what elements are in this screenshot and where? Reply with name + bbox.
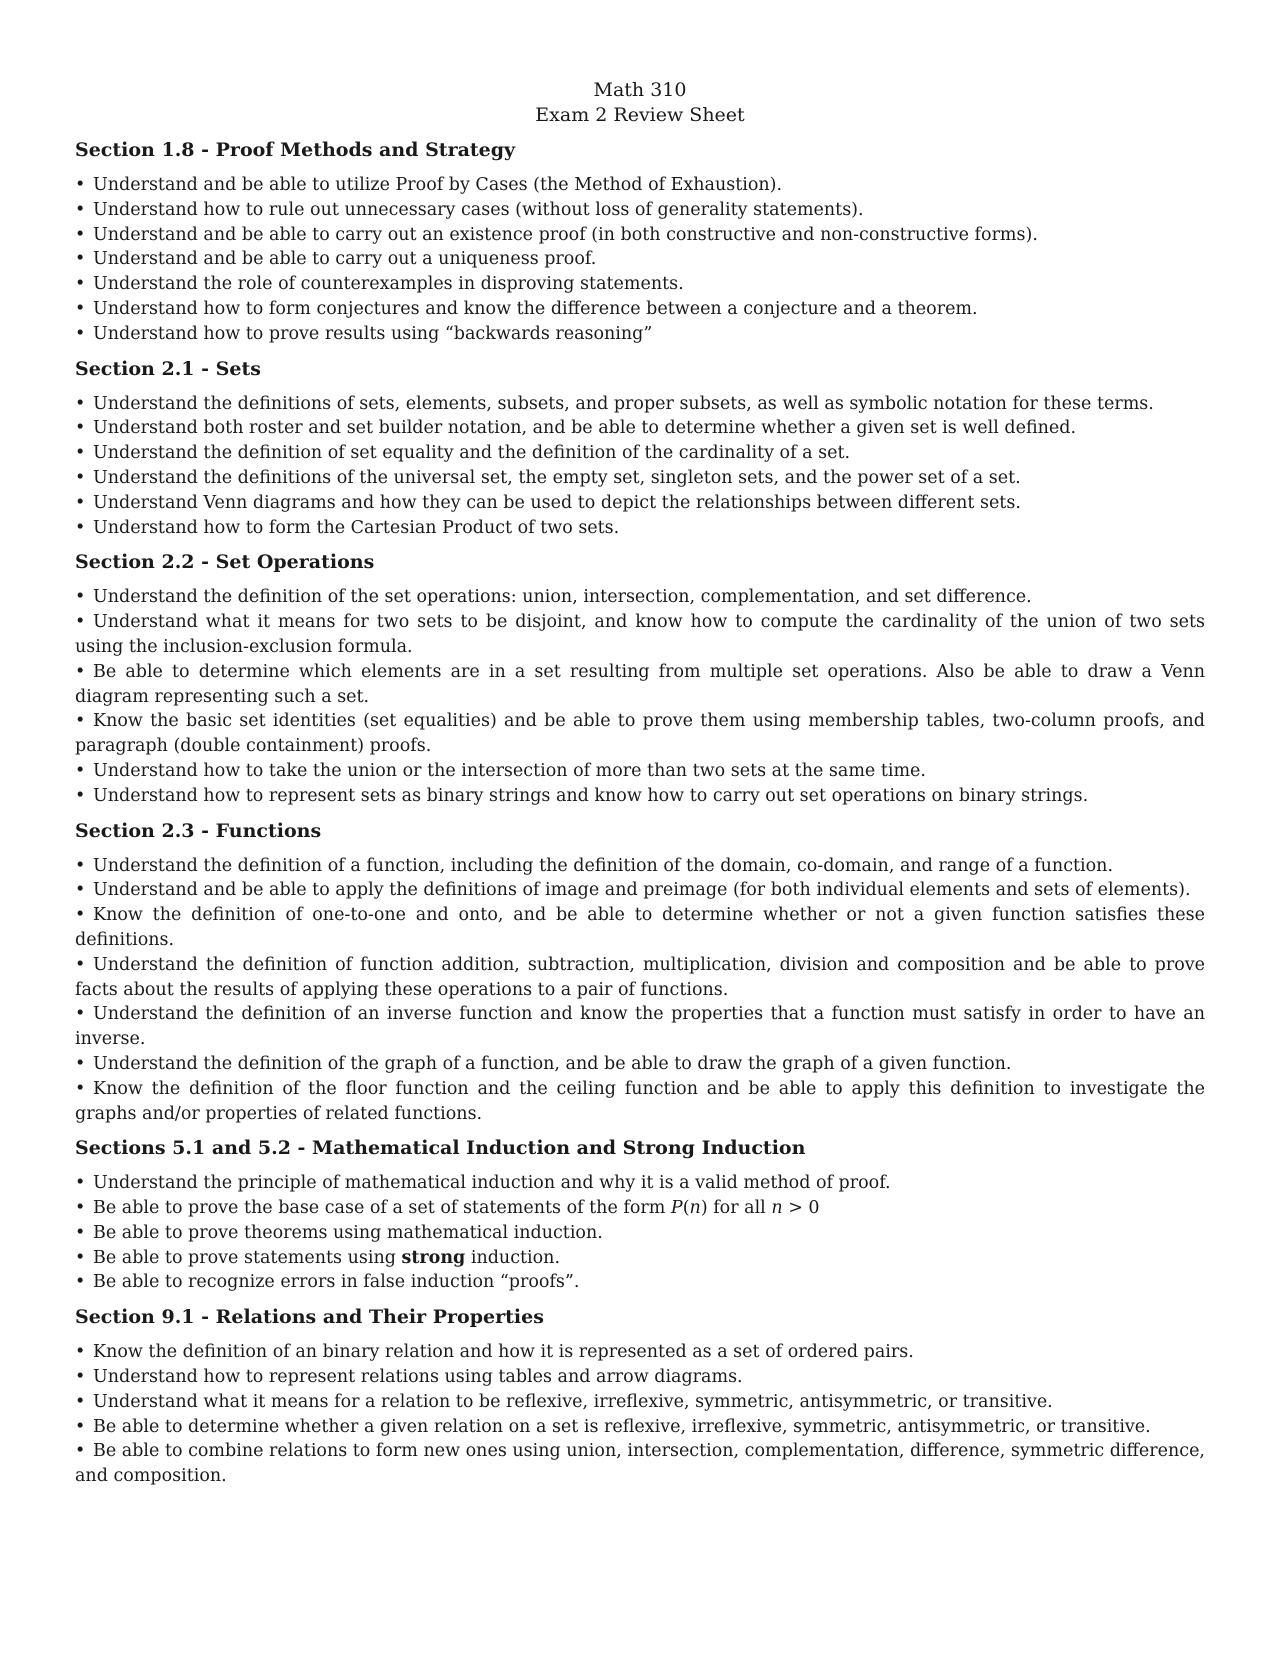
list-item: • Know the definition of one-to-one and onto, and be able to determine whether or not a given function satisfies these definitions. bbox=[75, 905, 1205, 950]
item-list bbox=[75, 173, 1205, 347]
list-item: • Understand how to take the union or the intersection of more than two sets at the same time. bbox=[75, 759, 1205, 784]
bullet: • bbox=[75, 443, 86, 464]
section-title: Section 1.8 - Proof Methods and Strategy bbox=[75, 139, 516, 161]
list-item: • Understand the definition of the graph of a function, and be able to draw the graph of a given function. bbox=[75, 1052, 1205, 1077]
bullet: • bbox=[75, 274, 86, 295]
math-n: n bbox=[771, 1198, 783, 1219]
bullet: • bbox=[75, 587, 86, 608]
bullet: • bbox=[75, 711, 86, 732]
bullet: • bbox=[75, 612, 86, 633]
list-item: • Be able to determine which elements are in a set resulting from multiple set operations. Also be able to draw a Venn diagram representing such a set. bbox=[75, 661, 1205, 707]
list-item: • Understand and be able to carry out an existence proof (in both constructive and non-constructive forms). bbox=[75, 223, 1205, 248]
bullet: • bbox=[75, 492, 86, 513]
section-title: Section 2.2 - Set Operations bbox=[75, 551, 375, 574]
math-n: n bbox=[689, 1198, 701, 1219]
bullet: • bbox=[75, 785, 86, 806]
list-item: • Understand how to represent relations using tables and arrow diagrams. bbox=[75, 1365, 1205, 1390]
section-9-1 bbox=[75, 1305, 1205, 1489]
bullet: • bbox=[75, 323, 86, 344]
list-item: • Understand both roster and set builder notation, and be able to determine whether a given set is well defined. bbox=[75, 416, 1205, 441]
bullet: • bbox=[75, 1173, 86, 1194]
list-item: • Understand the definitions of the universal set, the empty set, singleton sets, and the power set of a set. bbox=[75, 466, 1205, 491]
bullet: • bbox=[75, 1078, 86, 1099]
bullet: • bbox=[75, 905, 86, 926]
list-item: • Be able to combine relations to form new ones using union, intersection, complementation, difference, symmetric difference, and composition. bbox=[75, 1441, 1205, 1487]
bullet: • bbox=[75, 880, 86, 901]
bullet: • bbox=[75, 467, 86, 488]
list-item: • Understand and be able to apply the definitions of image and preimage (for both individual elements and sets of elements). bbox=[75, 878, 1205, 903]
list-item: • Understand the definition of function addition, subtraction, multiplication, division and composition and be able to prove facts about the results of applying these operations to a pair of functions. bbox=[75, 954, 1205, 1000]
list-item: • Be able to prove the base case of a set of statements of the form P(n) for all n > 0 bbox=[75, 1196, 1205, 1221]
list-item: • Understand how to represent sets as binary strings and know how to carry out set operations on binary strings. bbox=[75, 784, 1205, 809]
list-item: • Understand the definitions of sets, elements, subsets, and proper subsets, as well as symbolic notation for these terms. bbox=[75, 392, 1205, 417]
list-item: • Understand the definition of a function, including the definition of the domain, co-domain, and range of a function. bbox=[75, 854, 1205, 879]
math-P: P bbox=[670, 1198, 683, 1219]
section-title: Section 9.1 - Relations and Their Properties bbox=[75, 1306, 544, 1329]
bullet: • bbox=[75, 418, 86, 439]
sheet-title: Exam 2 Review Sheet bbox=[535, 104, 745, 126]
section-2-1 bbox=[75, 357, 1205, 541]
section-2-2 bbox=[75, 550, 1205, 808]
bullet: • bbox=[75, 1247, 86, 1268]
list-item: • Understand how to prove results using “backwards reasoning” bbox=[75, 322, 1205, 347]
bullet: • bbox=[75, 954, 86, 975]
bullet: • bbox=[75, 1416, 86, 1437]
document-header bbox=[75, 78, 1205, 128]
list-item: • Understand and be able to utilize Proof by Cases (the Method of Exhaustion). bbox=[75, 173, 1205, 198]
list-item: • Understand how to form conjectures and know the difference between a conjecture and a theorem. bbox=[75, 297, 1205, 322]
bullet: • bbox=[75, 1441, 86, 1462]
bullet: • bbox=[75, 661, 86, 682]
bullet: • bbox=[75, 1391, 86, 1412]
list-item: • Be able to recognize errors in false induction “proofs”. bbox=[75, 1270, 1205, 1295]
item-list bbox=[75, 854, 1205, 1127]
list-item: • Know the definition of an binary relation and how it is represented as a set of ordered pairs. bbox=[75, 1340, 1205, 1365]
list-item: • Understand the definition of the set operations: union, intersection, complementation, and set difference. bbox=[75, 585, 1205, 610]
bullet: • bbox=[75, 199, 86, 220]
bullet: • bbox=[75, 1053, 86, 1074]
bullet: • bbox=[75, 855, 86, 876]
section-title: Sections 5.1 and 5.2 - Mathematical Induction and Strong Induction bbox=[75, 1137, 806, 1160]
list-item: • Understand and be able to carry out a uniqueness proof. bbox=[75, 247, 1205, 272]
list-item: • Be able to determine whether a given relation on a set is reflexive, irreflexive, symmetric, antisymmetric, or transitive. bbox=[75, 1415, 1205, 1440]
section-5-1-5-2 bbox=[75, 1136, 1205, 1295]
list-item: • Know the basic set identities (set equalities) and be able to prove them using membership tables, two-column proofs, and paragraph (double containment) proofs. bbox=[75, 711, 1205, 757]
bullet: • bbox=[75, 1198, 86, 1219]
item-list bbox=[75, 1171, 1205, 1295]
section-title: Section 2.3 - Functions bbox=[75, 819, 322, 842]
list-item: • Understand the principle of mathematical induction and why it is a valid method of proof. bbox=[75, 1171, 1205, 1196]
bullet: • bbox=[75, 1004, 86, 1025]
bullet: • bbox=[75, 1367, 86, 1388]
emphasis-strong: strong bbox=[401, 1247, 466, 1268]
course-title: Math 310 bbox=[593, 79, 687, 101]
list-item: • Understand what it means for two sets to be disjoint, and know how to compute the cardinality of the union of two sets using the inclusion-exclusion formula. bbox=[75, 612, 1205, 657]
list-item: • Understand what it means for a relation to be reflexive, irreflexive, symmetric, antisymmetric, or transitive. bbox=[75, 1390, 1205, 1415]
list-item: • Understand the definition of an inverse function and know the properties that a function must satisfy in order to have an inverse. bbox=[75, 1004, 1205, 1050]
bullet: • bbox=[75, 393, 86, 414]
bullet: • bbox=[75, 224, 86, 245]
list-item: • Know the definition of the floor function and the ceiling function and be able to apply this definition to investigate the graphs and/or properties of related functions. bbox=[75, 1078, 1205, 1124]
section-1-8 bbox=[75, 138, 1205, 347]
bullet: • bbox=[75, 1222, 86, 1243]
list-item: • Understand the role of counterexamples in disproving statements. bbox=[75, 272, 1205, 297]
item-list bbox=[75, 392, 1205, 541]
bullet: • bbox=[75, 175, 86, 195]
bullet: • bbox=[75, 1342, 86, 1363]
section-2-3 bbox=[75, 819, 1205, 1127]
section-title: Section 2.1 - Sets bbox=[75, 357, 261, 380]
bullet: • bbox=[75, 517, 86, 538]
item-list bbox=[75, 585, 1205, 808]
list-item: • Understand how to rule out unnecessary cases (without loss of generality statements). bbox=[75, 198, 1205, 223]
list-item: • Be able to prove theorems using mathematical induction. bbox=[75, 1221, 1205, 1246]
item-list bbox=[75, 1340, 1205, 1489]
bullet: • bbox=[75, 1272, 86, 1293]
document-page bbox=[75, 78, 1205, 1499]
list-item: • Understand how to form the Cartesian Product of two sets. bbox=[75, 516, 1205, 541]
bullet: • bbox=[75, 249, 86, 270]
list-item: • Be able to prove statements using strong induction. bbox=[75, 1246, 1205, 1271]
list-item: • Understand the definition of set equality and the definition of the cardinality of a set. bbox=[75, 441, 1205, 466]
bullet: • bbox=[75, 760, 86, 781]
bullet: • bbox=[75, 298, 86, 319]
list-item: • Understand Venn diagrams and how they can be used to depict the relationships between different sets. bbox=[75, 491, 1205, 516]
